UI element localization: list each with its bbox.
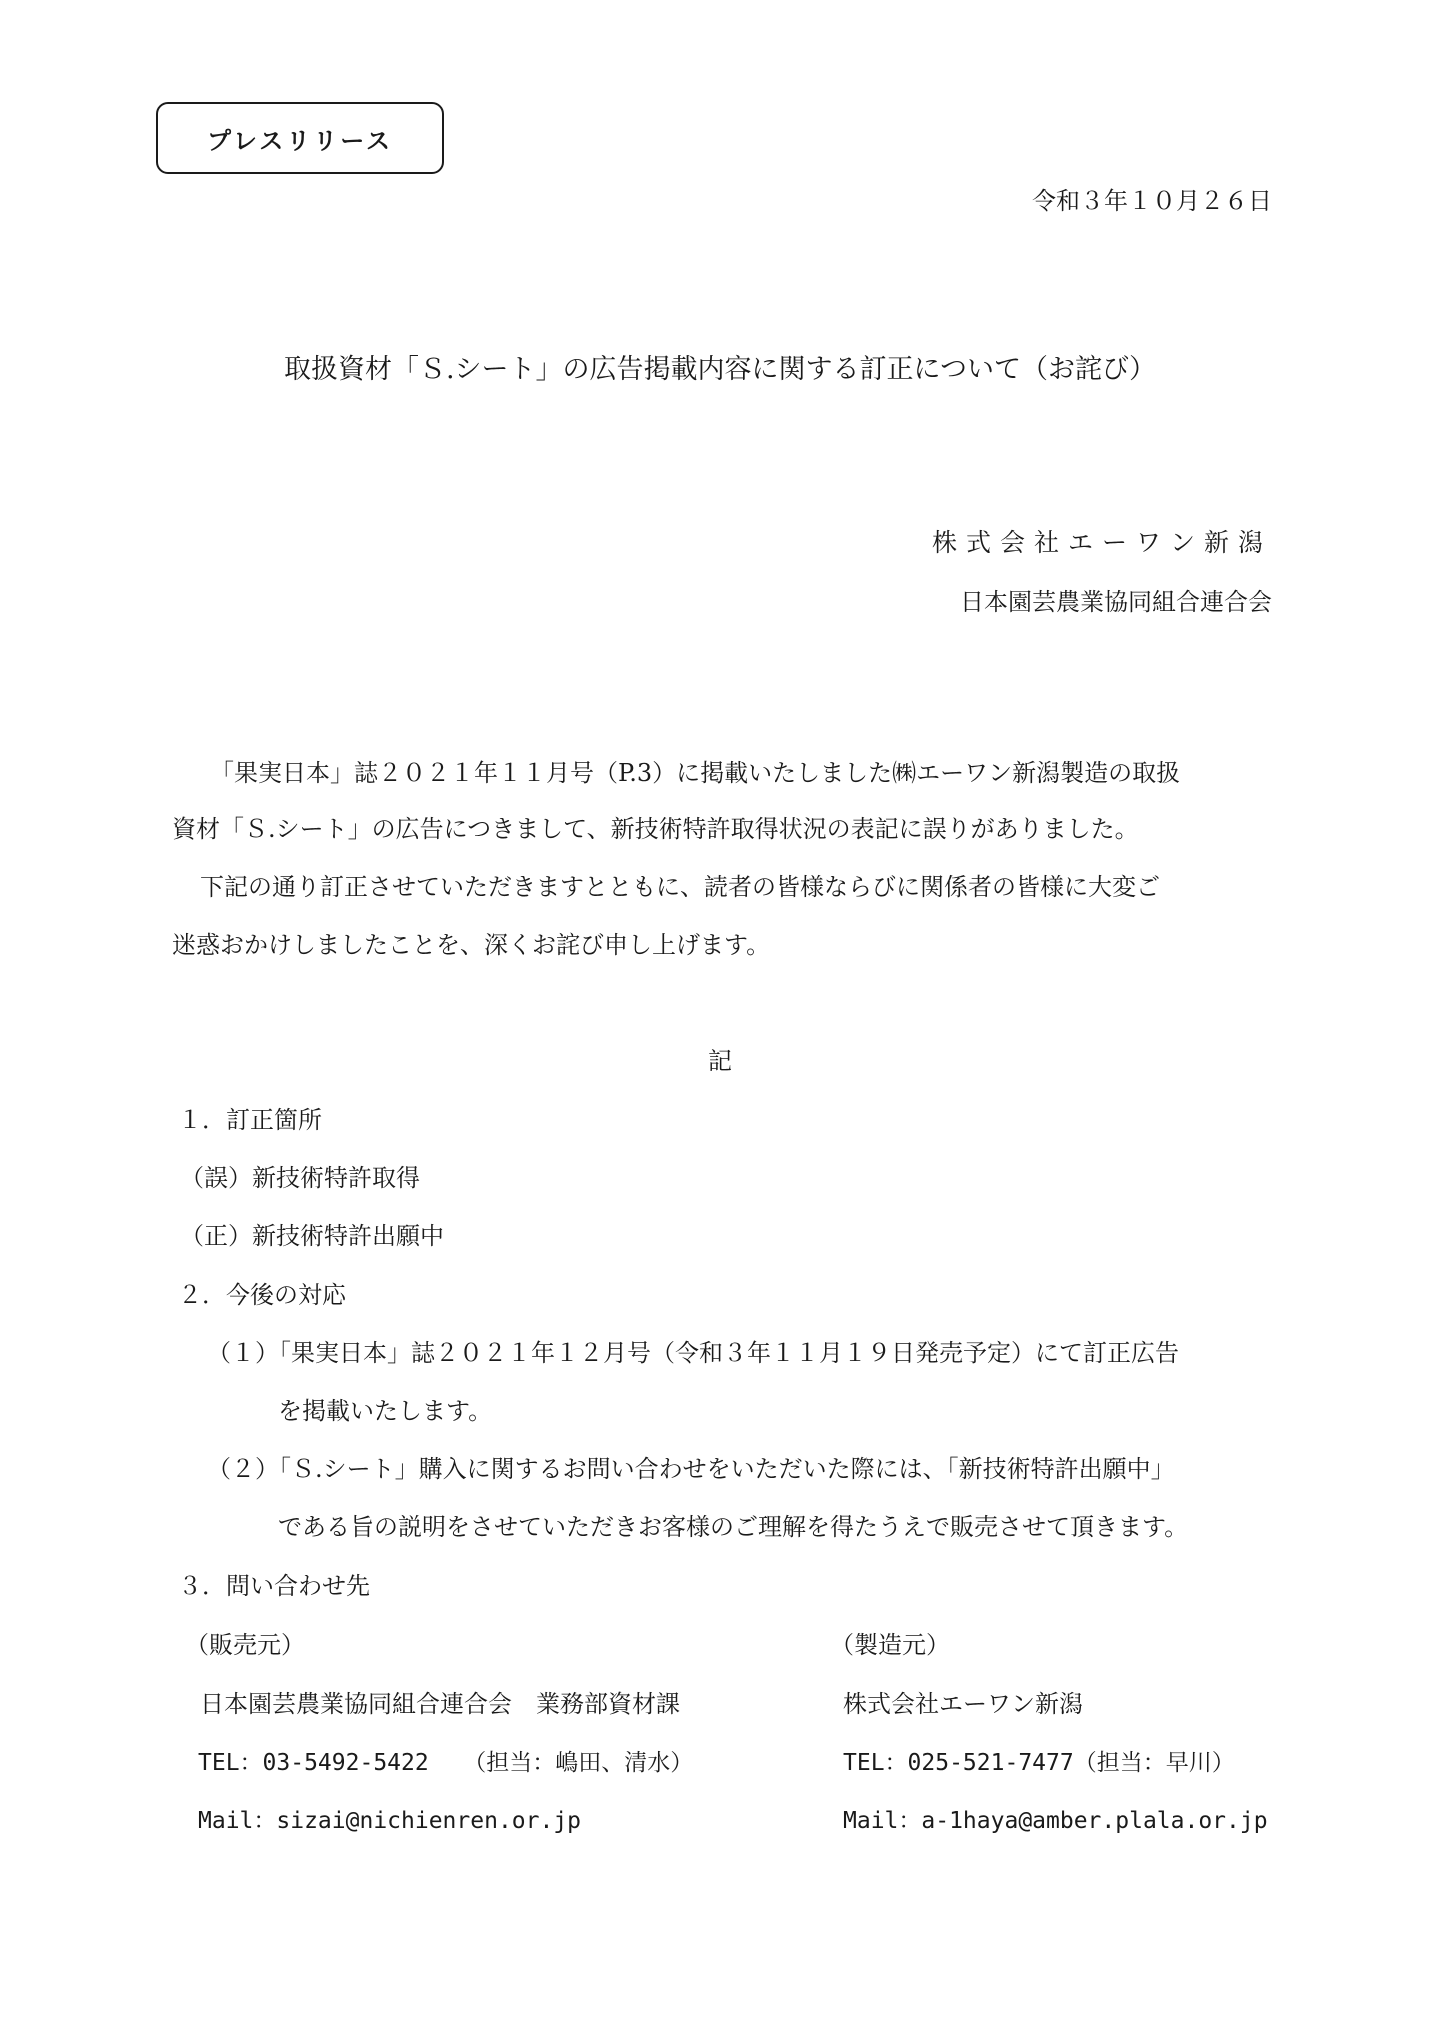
maker-mail: Mail：a-1haya@amber.plala.or.jp: [843, 1808, 1268, 1834]
ki-heading: 記: [708, 1047, 732, 1075]
maker-org: 株式会社エーワン新潟: [843, 1690, 1083, 1718]
section2-item2-line1: （２）「Ｓ.シート」購入に関するお問い合わせをいただいた際には、「新技術特許出願中」: [207, 1455, 1175, 1483]
seller-label: （販売元）: [185, 1631, 305, 1659]
seller-mail: Mail：sizai@nichienren.or.jp: [198, 1808, 582, 1834]
section2-item1-line2: を掲載いたします。: [278, 1397, 493, 1425]
body-line-1: 「果実日本」誌２０２１年１１月号（P.3）に掲載いたしました㈱エーワン新潟製造の取扱: [210, 759, 1181, 787]
section2-item1-line1: （１）「果実日本」誌２０２１年１２月号（令和３年１１月１９日発売予定）にて訂正広告: [207, 1339, 1179, 1367]
body-line-3: 下記の通り訂正させていただきますとともに、読者の皆様ならびに関係者の皆様に大変ご: [200, 873, 1160, 901]
maker-tel: TEL：025-521-7477（担当：早川）: [843, 1750, 1235, 1776]
press-release-label: プレスリリース: [206, 126, 394, 155]
correction-correct: （正）新技術特許出願中: [180, 1222, 444, 1250]
document-title: 取扱資材「Ｓ.シート」の広告掲載内容に関する訂正について（お詫び）: [283, 354, 1157, 385]
correction-wrong: （誤）新技術特許取得: [180, 1164, 420, 1192]
section3-heading: ３．問い合わせ先: [178, 1572, 370, 1600]
document-date: 令和３年１０月２６日: [1032, 187, 1272, 215]
body-line-4: 迷惑おかけしましたことを、深くお詫び申し上げます。: [172, 931, 771, 959]
section2-item2-line2: である旨の説明をさせていただきお客様のご理解を得たうえで販売させて頂きます。: [278, 1513, 1189, 1541]
section1-heading: １．訂正箇所: [178, 1106, 322, 1134]
issuer-company: 株式会社エーワン新潟: [931, 528, 1272, 557]
body-line-2: 資材「Ｓ.シート」の広告につきまして、新技術特許取得状況の表記に誤りがありました。: [172, 815, 1139, 843]
seller-tel: TEL：03-5492-5422 （担当：嶋田、清水）: [198, 1750, 694, 1776]
seller-org: 日本園芸農業協同組合連合会 業務部資材課: [200, 1690, 680, 1718]
maker-label: （製造元）: [830, 1631, 950, 1659]
press-release-label-box: [156, 102, 444, 174]
section2-heading: ２．今後の対応: [178, 1281, 346, 1309]
issuer-federation: 日本園芸農業協同組合連合会: [960, 588, 1272, 616]
